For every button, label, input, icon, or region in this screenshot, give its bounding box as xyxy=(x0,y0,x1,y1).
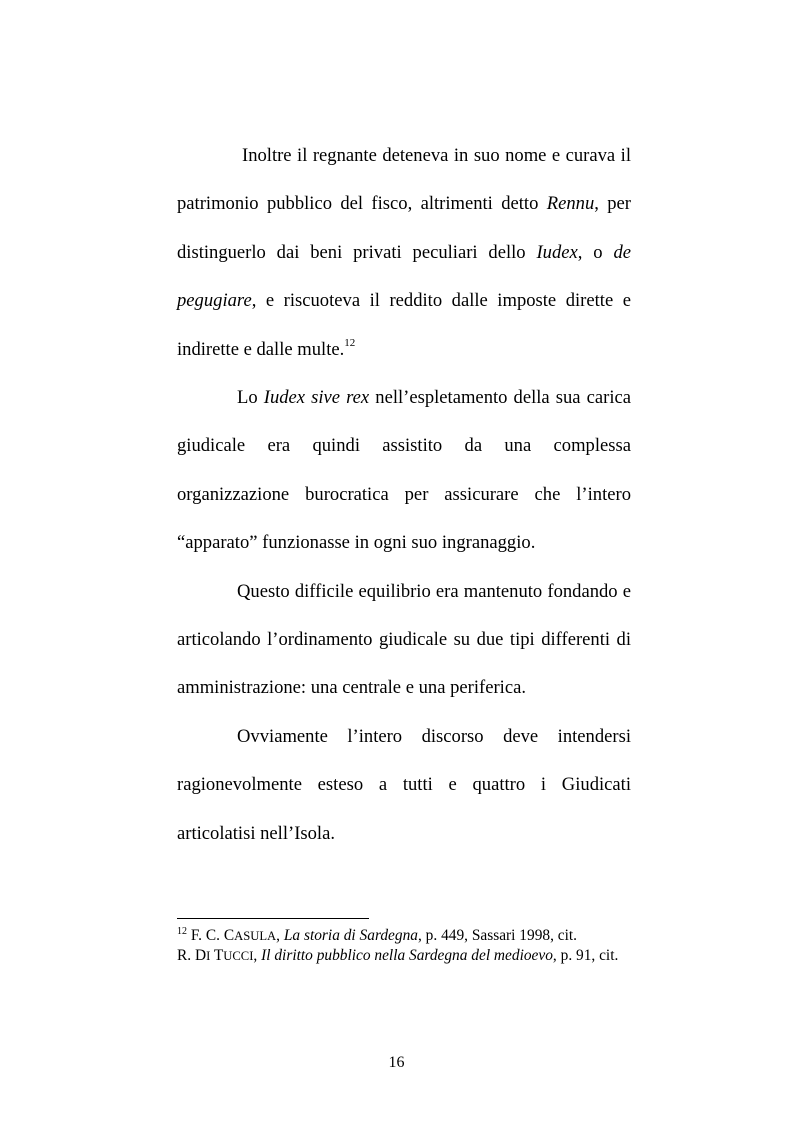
footnote-separator xyxy=(177,918,369,919)
footnote-line-2: R. DI TUCCI, Il diritto pubblico nella Sardegna del medioevo, p. 91, cit. xyxy=(177,947,619,964)
footnote-line-1: $^{12}$ F. C. CASULA, La storia di Sardegna, p. 449, Sassari 1998, cit. xyxy=(177,925,578,944)
paragraph-2: Lo Iudex sive rex nell’espletamento della sua carica giudicale era quindi assistito da una complessa organizzazione burocratica per assicurare che l’intero “apparato” funzionasse in ogni suo ingranaggio. xyxy=(177,387,632,554)
footnote-reference[interactable]: 12 xyxy=(344,337,356,350)
page-number: 16 xyxy=(388,1054,405,1071)
main-text xyxy=(177,132,631,858)
footnote-number: 12 xyxy=(177,925,187,937)
paragraph-1: Inoltre il regnante deteneva in suo nome e curava il patrimonio pubblico del fisco, altrimenti detto Rennu, per distinguerlo dai beni privati peculiari dello Iudex, o de pegugiare, e riscuoteva il reddito dalle imposte dirette e indirette e dalle multe.$^{12}$ xyxy=(177,145,631,360)
paragraph-3: Questo difficile equilibrio era mantenuto fondando e articolando l’ordinamento giudicale su due tipi differenti di amministrazione: una centrale e una periferica. xyxy=(177,580,631,699)
paragraph-4: Ovviamente l’intero discorso deve intendersi ragionevolmente esteso a tutti e quattro i Giudicati articolatisi nell’Isola. xyxy=(177,725,631,844)
footnote xyxy=(177,926,631,966)
